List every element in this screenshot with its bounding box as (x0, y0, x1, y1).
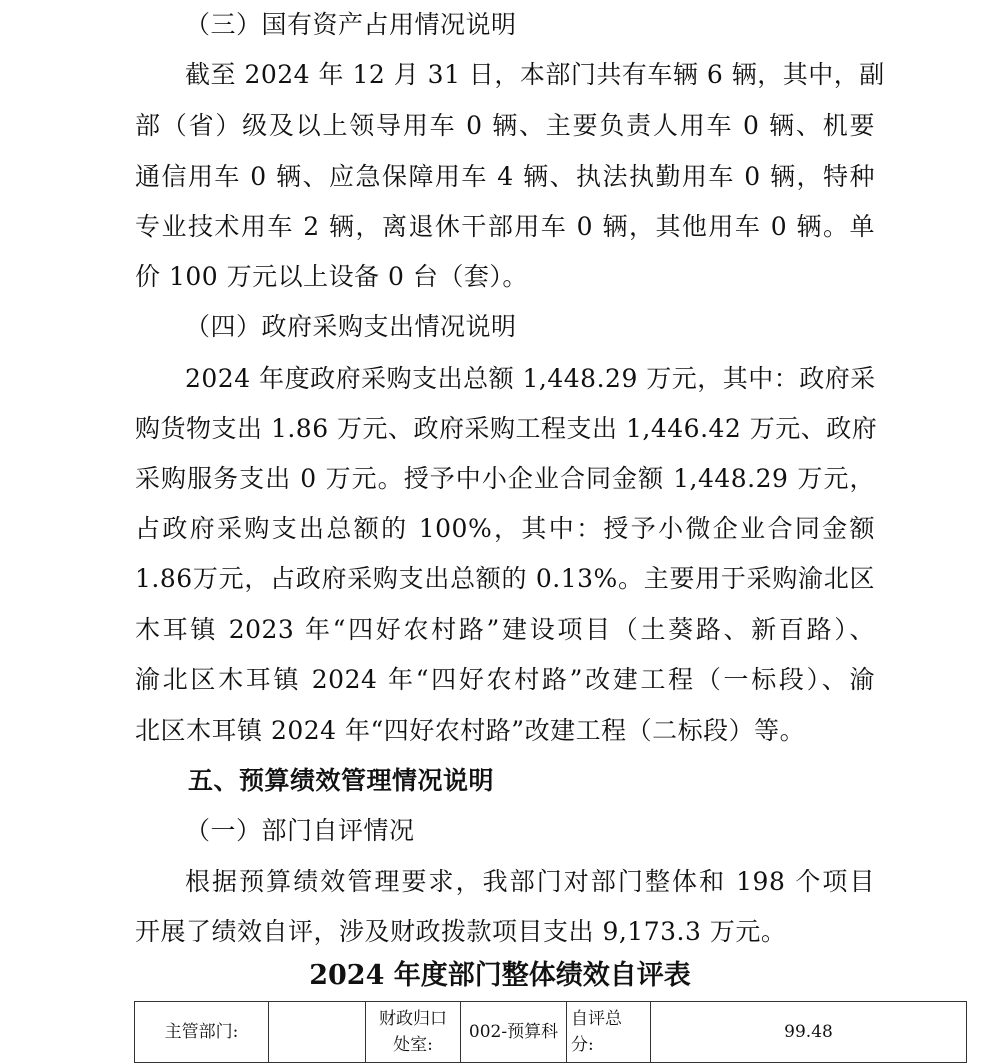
score-label-line2: 分: (571, 1035, 594, 1055)
office-label-line1: 财政归口 (379, 1009, 447, 1029)
paragraph-line: 1.86万元，占政府采购支出总额的 0.13%。主要用于采购渝北区 (135, 564, 875, 593)
paragraph-line: 2024 年度政府采购支出总额 1,448.29 万元，其中：政府采 (185, 364, 876, 393)
table-title: 2024 年度部门整体绩效自评表 (309, 960, 691, 991)
paragraph-line: 占政府采购支出总额的 100%，其中：授予小微企业合同金额 (135, 514, 875, 543)
paragraph-line: 木耳镇 2023 年“四好农村路”建设项目（土葵路、新百路）、 (135, 615, 875, 644)
office-label-line2: 处室: (393, 1035, 433, 1055)
performance-table (134, 1001, 967, 1063)
score-label-cell (567, 1002, 651, 1063)
subsection-heading-self-evaluation: （一）部门自评情况 (185, 816, 415, 845)
paragraph-line: 截至 2024 年 12 月 31 日，本部门共有车辆 6 辆，其中，副 (185, 60, 885, 89)
paragraph-line: 专业技术用车 2 辆，离退休干部用车 0 辆，其他用车 0 辆。单 (135, 212, 875, 241)
paragraph-line: 购货物支出 1.86 万元、政府采购工程支出 1,446.42 万元、政府 (135, 414, 878, 443)
paragraph-line: 通信用车 0 辆、应急保障用车 4 辆、执法执勤用车 0 辆，特种 (135, 162, 875, 191)
table-row (135, 1002, 967, 1063)
paragraph-line: 北区木耳镇 2024 年“四好农村路”改建工程（二标段）等。 (135, 716, 806, 745)
paragraph-line: 开展了绩效自评，涉及财政拨款项目支出 9,173.3 万元。 (135, 917, 787, 946)
subsection-heading-asset: （三）国有资产占用情况说明 (185, 10, 517, 39)
paragraph-line: 部（省）级及以上领导用车 0 辆、主要负责人用车 0 辆、机要 (135, 111, 875, 140)
paragraph-line: 采购服务支出 0 万元。授予中小企业合同金额 1,448.29 万元， (135, 464, 875, 493)
section-heading-performance: 五、预算绩效管理情况说明 (188, 766, 495, 795)
dept-value-cell (269, 1002, 366, 1063)
score-label-line1: 自评总 (571, 1009, 622, 1029)
office-value-cell: 002-预算科 (461, 1002, 567, 1063)
subsection-heading-procurement: （四）政府采购支出情况说明 (185, 312, 517, 341)
dept-label-cell: 主管部门: (135, 1002, 269, 1063)
paragraph-line: 价 100 万元以上设备 0 台（套）。 (135, 262, 528, 291)
paragraph-line: 渝北区木耳镇 2024 年“四好农村路”改建工程（一标段）、渝 (135, 665, 875, 694)
office-label-cell (366, 1002, 461, 1063)
score-value-cell: 99.48 (651, 1002, 967, 1063)
paragraph-line: 根据预算绩效管理要求，我部门对部门整体和 198 个项目 (185, 867, 875, 896)
